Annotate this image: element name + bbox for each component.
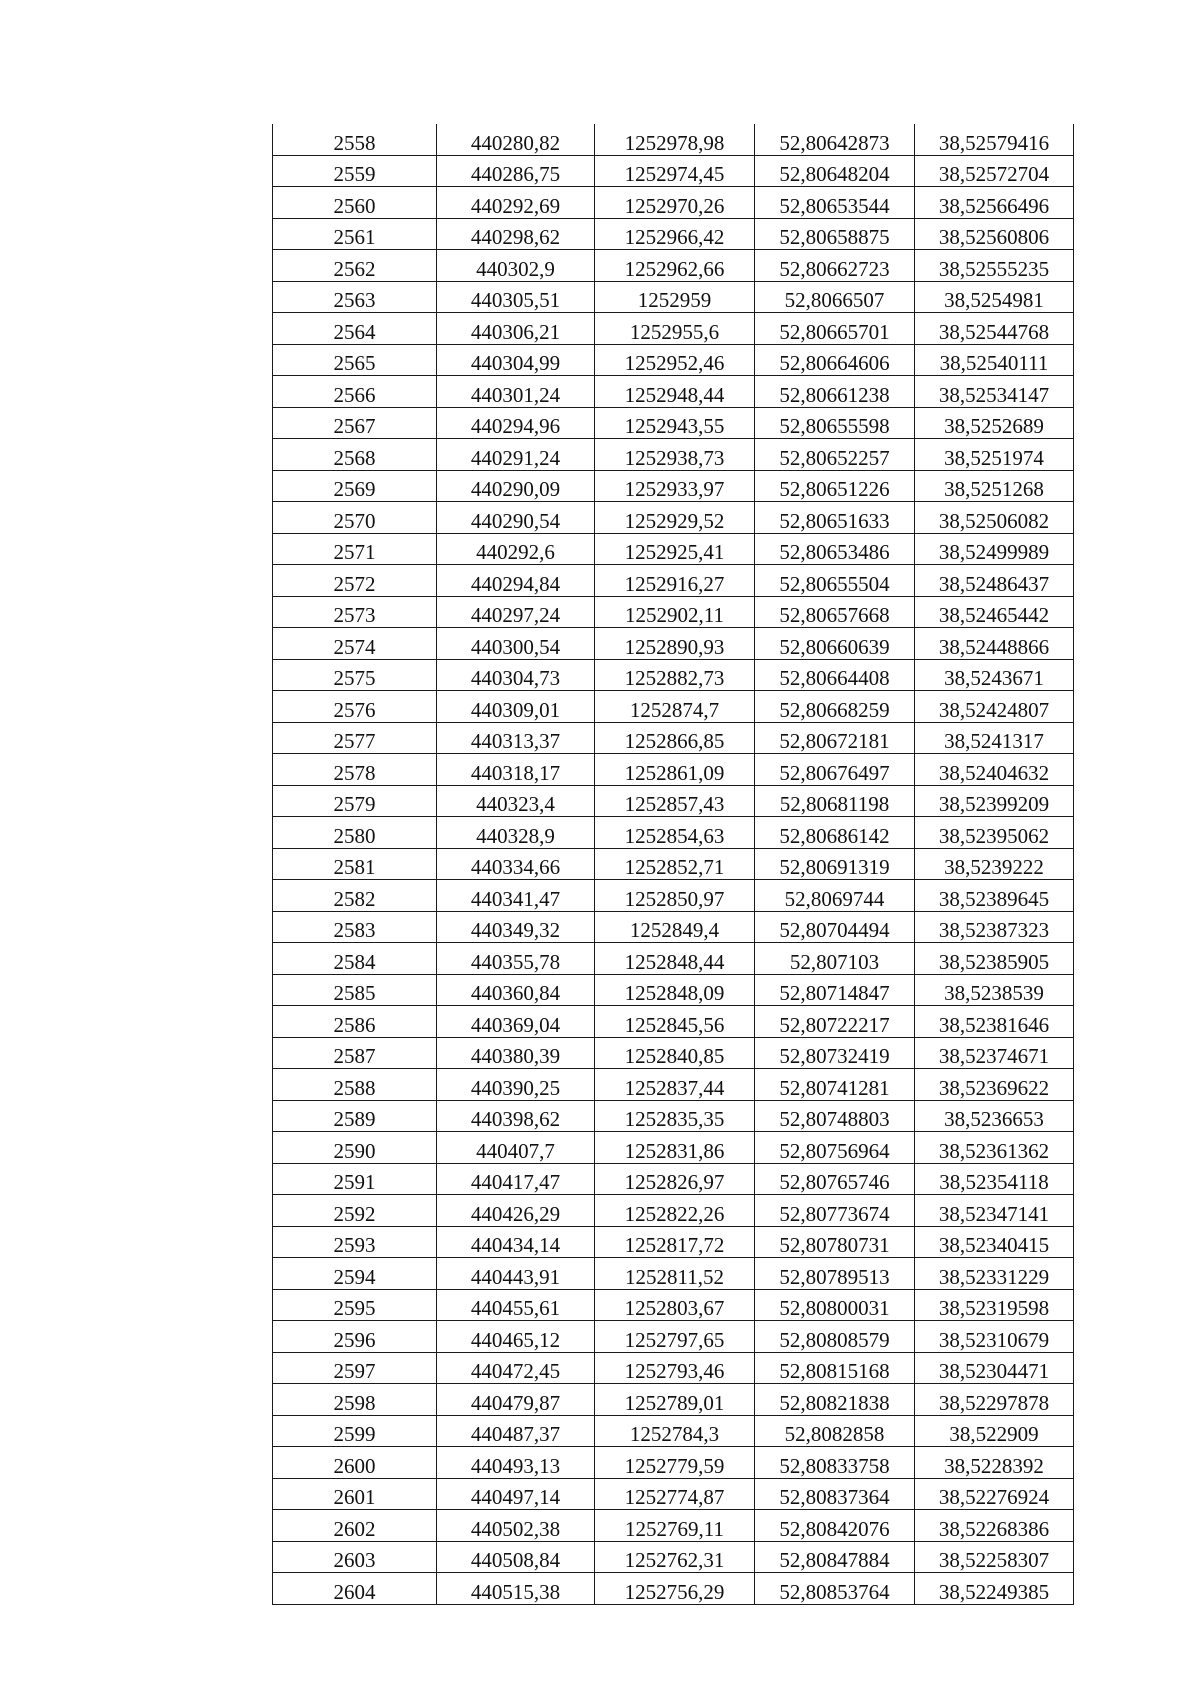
x-coordinate-cell: 440487,37 — [437, 1415, 595, 1447]
latitude-cell: 52,80748803 — [755, 1100, 915, 1132]
point-number-cell: 2600 — [273, 1447, 437, 1479]
y-coordinate-cell: 1252793,46 — [595, 1352, 755, 1384]
y-coordinate-cell: 1252850,97 — [595, 880, 755, 912]
x-coordinate-cell: 440290,09 — [437, 470, 595, 502]
point-number-cell: 2566 — [273, 376, 437, 408]
latitude-cell: 52,80651226 — [755, 470, 915, 502]
table-row — [273, 1415, 1074, 1447]
y-coordinate-cell: 1252929,52 — [595, 502, 755, 534]
longitude-cell: 38,52544768 — [915, 313, 1074, 345]
longitude-cell: 38,52249385 — [915, 1573, 1074, 1605]
table-row — [273, 1384, 1074, 1416]
x-coordinate-cell: 440301,24 — [437, 376, 595, 408]
point-number-cell: 2571 — [273, 533, 437, 565]
longitude-cell: 38,52560806 — [915, 218, 1074, 250]
latitude-cell: 52,80704494 — [755, 911, 915, 943]
longitude-cell: 38,52381646 — [915, 1006, 1074, 1038]
longitude-cell: 38,52424807 — [915, 691, 1074, 723]
x-coordinate-cell: 440300,54 — [437, 628, 595, 660]
longitude-cell: 38,5251974 — [915, 439, 1074, 471]
x-coordinate-cell: 440443,91 — [437, 1258, 595, 1290]
y-coordinate-cell: 1252902,11 — [595, 596, 755, 628]
longitude-cell: 38,52331229 — [915, 1258, 1074, 1290]
y-coordinate-cell: 1252845,56 — [595, 1006, 755, 1038]
table-row — [273, 1352, 1074, 1384]
table-row — [273, 187, 1074, 219]
point-number-cell: 2575 — [273, 659, 437, 691]
latitude-cell: 52,80686142 — [755, 817, 915, 849]
latitude-cell: 52,80653544 — [755, 187, 915, 219]
latitude-cell: 52,80837364 — [755, 1478, 915, 1510]
table-row — [273, 250, 1074, 282]
longitude-cell: 38,5236653 — [915, 1100, 1074, 1132]
latitude-cell: 52,80681198 — [755, 785, 915, 817]
latitude-cell: 52,8066507 — [755, 281, 915, 313]
y-coordinate-cell: 1252826,97 — [595, 1163, 755, 1195]
y-coordinate-cell: 1252916,27 — [595, 565, 755, 597]
point-number-cell: 2599 — [273, 1415, 437, 1447]
point-number-cell: 2591 — [273, 1163, 437, 1195]
y-coordinate-cell: 1252959 — [595, 281, 755, 313]
latitude-cell: 52,80756964 — [755, 1132, 915, 1164]
point-number-cell: 2568 — [273, 439, 437, 471]
x-coordinate-cell: 440297,24 — [437, 596, 595, 628]
table-row — [273, 1069, 1074, 1101]
latitude-cell: 52,80651633 — [755, 502, 915, 534]
longitude-cell: 38,5254981 — [915, 281, 1074, 313]
table-row — [273, 1321, 1074, 1353]
longitude-cell: 38,52572704 — [915, 155, 1074, 187]
point-number-cell: 2594 — [273, 1258, 437, 1290]
table-row — [273, 785, 1074, 817]
table-row — [273, 974, 1074, 1006]
table-row — [273, 1163, 1074, 1195]
latitude-cell: 52,8069744 — [755, 880, 915, 912]
y-coordinate-cell: 1252974,45 — [595, 155, 755, 187]
y-coordinate-cell: 1252948,44 — [595, 376, 755, 408]
y-coordinate-cell: 1252852,71 — [595, 848, 755, 880]
longitude-cell: 38,52499989 — [915, 533, 1074, 565]
longitude-cell: 38,5241317 — [915, 722, 1074, 754]
point-number-cell: 2589 — [273, 1100, 437, 1132]
x-coordinate-cell: 440360,84 — [437, 974, 595, 1006]
x-coordinate-cell: 440398,62 — [437, 1100, 595, 1132]
x-coordinate-cell: 440502,38 — [437, 1510, 595, 1542]
latitude-cell: 52,80665701 — [755, 313, 915, 345]
x-coordinate-cell: 440472,45 — [437, 1352, 595, 1384]
latitude-cell: 52,80765746 — [755, 1163, 915, 1195]
y-coordinate-cell: 1252817,72 — [595, 1226, 755, 1258]
x-coordinate-cell: 440380,39 — [437, 1037, 595, 1069]
table-row — [273, 1447, 1074, 1479]
x-coordinate-cell: 440493,13 — [437, 1447, 595, 1479]
x-coordinate-cell: 440341,47 — [437, 880, 595, 912]
y-coordinate-cell: 1252962,66 — [595, 250, 755, 282]
longitude-cell: 38,52579416 — [915, 124, 1074, 155]
longitude-cell: 38,52555235 — [915, 250, 1074, 282]
latitude-cell: 52,80648204 — [755, 155, 915, 187]
point-number-cell: 2581 — [273, 848, 437, 880]
point-number-cell: 2586 — [273, 1006, 437, 1038]
point-number-cell: 2572 — [273, 565, 437, 597]
longitude-cell: 38,5243671 — [915, 659, 1074, 691]
table-row — [273, 1478, 1074, 1510]
x-coordinate-cell: 440328,9 — [437, 817, 595, 849]
table-row — [273, 1195, 1074, 1227]
x-coordinate-cell: 440497,14 — [437, 1478, 595, 1510]
x-coordinate-cell: 440426,29 — [437, 1195, 595, 1227]
table-row — [273, 1006, 1074, 1038]
table-row — [273, 439, 1074, 471]
table-row — [273, 1541, 1074, 1573]
latitude-cell: 52,80853764 — [755, 1573, 915, 1605]
x-coordinate-cell: 440434,14 — [437, 1226, 595, 1258]
table-row — [273, 313, 1074, 345]
table-row — [273, 691, 1074, 723]
y-coordinate-cell: 1252849,4 — [595, 911, 755, 943]
table-row — [273, 1258, 1074, 1290]
table-row — [273, 911, 1074, 943]
y-coordinate-cell: 1252848,44 — [595, 943, 755, 975]
x-coordinate-cell: 440286,75 — [437, 155, 595, 187]
x-coordinate-cell: 440355,78 — [437, 943, 595, 975]
y-coordinate-cell: 1252857,43 — [595, 785, 755, 817]
x-coordinate-cell: 440294,84 — [437, 565, 595, 597]
point-number-cell: 2578 — [273, 754, 437, 786]
table-row — [273, 1037, 1074, 1069]
table-row — [273, 754, 1074, 786]
x-coordinate-cell: 440294,96 — [437, 407, 595, 439]
x-coordinate-cell: 440455,61 — [437, 1289, 595, 1321]
point-number-cell: 2597 — [273, 1352, 437, 1384]
latitude-cell: 52,80842076 — [755, 1510, 915, 1542]
y-coordinate-cell: 1252835,35 — [595, 1100, 755, 1132]
x-coordinate-cell: 440349,32 — [437, 911, 595, 943]
x-coordinate-cell: 440290,54 — [437, 502, 595, 534]
latitude-cell: 52,80664408 — [755, 659, 915, 691]
latitude-cell: 52,80661238 — [755, 376, 915, 408]
x-coordinate-cell: 440292,69 — [437, 187, 595, 219]
coordinates-table-body — [273, 124, 1074, 1604]
table-row — [273, 628, 1074, 660]
y-coordinate-cell: 1252789,01 — [595, 1384, 755, 1416]
point-number-cell: 2567 — [273, 407, 437, 439]
x-coordinate-cell: 440291,24 — [437, 439, 595, 471]
table-row — [273, 1226, 1074, 1258]
longitude-cell: 38,52347141 — [915, 1195, 1074, 1227]
longitude-cell: 38,522909 — [915, 1415, 1074, 1447]
y-coordinate-cell: 1252803,67 — [595, 1289, 755, 1321]
point-number-cell: 2559 — [273, 155, 437, 187]
latitude-cell: 52,80658875 — [755, 218, 915, 250]
x-coordinate-cell: 440306,21 — [437, 313, 595, 345]
longitude-cell: 38,52319598 — [915, 1289, 1074, 1321]
table-row — [273, 880, 1074, 912]
longitude-cell: 38,52258307 — [915, 1541, 1074, 1573]
longitude-cell: 38,52486437 — [915, 565, 1074, 597]
longitude-cell: 38,52276924 — [915, 1478, 1074, 1510]
point-number-cell: 2580 — [273, 817, 437, 849]
longitude-cell: 38,52310679 — [915, 1321, 1074, 1353]
x-coordinate-cell: 440515,38 — [437, 1573, 595, 1605]
table-row — [273, 848, 1074, 880]
y-coordinate-cell: 1252970,26 — [595, 187, 755, 219]
latitude-cell: 52,8082858 — [755, 1415, 915, 1447]
point-number-cell: 2577 — [273, 722, 437, 754]
x-coordinate-cell: 440298,62 — [437, 218, 595, 250]
point-number-cell: 2570 — [273, 502, 437, 534]
longitude-cell: 38,52404632 — [915, 754, 1074, 786]
latitude-cell: 52,80691319 — [755, 848, 915, 880]
longitude-cell: 38,52448866 — [915, 628, 1074, 660]
latitude-cell: 52,80668259 — [755, 691, 915, 723]
x-coordinate-cell: 440309,01 — [437, 691, 595, 723]
latitude-cell: 52,80833758 — [755, 1447, 915, 1479]
longitude-cell: 38,5228392 — [915, 1447, 1074, 1479]
point-number-cell: 2588 — [273, 1069, 437, 1101]
point-number-cell: 2596 — [273, 1321, 437, 1353]
y-coordinate-cell: 1252933,97 — [595, 470, 755, 502]
point-number-cell: 2585 — [273, 974, 437, 1006]
longitude-cell: 38,52374671 — [915, 1037, 1074, 1069]
table-row — [273, 596, 1074, 628]
longitude-cell: 38,52354118 — [915, 1163, 1074, 1195]
table-row — [273, 533, 1074, 565]
longitude-cell: 38,52385905 — [915, 943, 1074, 975]
y-coordinate-cell: 1252890,93 — [595, 628, 755, 660]
latitude-cell: 52,80662723 — [755, 250, 915, 282]
y-coordinate-cell: 1252874,7 — [595, 691, 755, 723]
point-number-cell: 2584 — [273, 943, 437, 975]
latitude-cell: 52,80780731 — [755, 1226, 915, 1258]
latitude-cell: 52,80660639 — [755, 628, 915, 660]
x-coordinate-cell: 440313,37 — [437, 722, 595, 754]
longitude-cell: 38,5251268 — [915, 470, 1074, 502]
table-row — [273, 344, 1074, 376]
point-number-cell: 2573 — [273, 596, 437, 628]
y-coordinate-cell: 1252811,52 — [595, 1258, 755, 1290]
x-coordinate-cell: 440508,84 — [437, 1541, 595, 1573]
x-coordinate-cell: 440479,87 — [437, 1384, 595, 1416]
x-coordinate-cell: 440280,82 — [437, 124, 595, 155]
point-number-cell: 2590 — [273, 1132, 437, 1164]
point-number-cell: 2595 — [273, 1289, 437, 1321]
y-coordinate-cell: 1252952,46 — [595, 344, 755, 376]
latitude-cell: 52,80741281 — [755, 1069, 915, 1101]
latitude-cell: 52,80714847 — [755, 974, 915, 1006]
x-coordinate-cell: 440323,4 — [437, 785, 595, 817]
latitude-cell: 52,80722217 — [755, 1006, 915, 1038]
latitude-cell: 52,80821838 — [755, 1384, 915, 1416]
longitude-cell: 38,52340415 — [915, 1226, 1074, 1258]
y-coordinate-cell: 1252978,98 — [595, 124, 755, 155]
y-coordinate-cell: 1252762,31 — [595, 1541, 755, 1573]
table-row — [273, 470, 1074, 502]
table-row — [273, 1510, 1074, 1542]
point-number-cell: 2583 — [273, 911, 437, 943]
table-row — [273, 376, 1074, 408]
longitude-cell: 38,52304471 — [915, 1352, 1074, 1384]
y-coordinate-cell: 1252837,44 — [595, 1069, 755, 1101]
latitude-cell: 52,80789513 — [755, 1258, 915, 1290]
longitude-cell: 38,52361362 — [915, 1132, 1074, 1164]
longitude-cell: 38,52566496 — [915, 187, 1074, 219]
y-coordinate-cell: 1252925,41 — [595, 533, 755, 565]
y-coordinate-cell: 1252840,85 — [595, 1037, 755, 1069]
y-coordinate-cell: 1252756,29 — [595, 1573, 755, 1605]
latitude-cell: 52,80652257 — [755, 439, 915, 471]
x-coordinate-cell: 440465,12 — [437, 1321, 595, 1353]
point-number-cell: 2565 — [273, 344, 437, 376]
x-coordinate-cell: 440304,99 — [437, 344, 595, 376]
table-row — [273, 943, 1074, 975]
point-number-cell: 2587 — [273, 1037, 437, 1069]
longitude-cell: 38,52465442 — [915, 596, 1074, 628]
table-row — [273, 659, 1074, 691]
latitude-cell: 52,807103 — [755, 943, 915, 975]
longitude-cell: 38,5238539 — [915, 974, 1074, 1006]
longitude-cell: 38,52268386 — [915, 1510, 1074, 1542]
latitude-cell: 52,80773674 — [755, 1195, 915, 1227]
latitude-cell: 52,80815168 — [755, 1352, 915, 1384]
point-number-cell: 2561 — [273, 218, 437, 250]
longitude-cell: 38,52369622 — [915, 1069, 1074, 1101]
point-number-cell: 2604 — [273, 1573, 437, 1605]
x-coordinate-cell: 440417,47 — [437, 1163, 595, 1195]
y-coordinate-cell: 1252861,09 — [595, 754, 755, 786]
x-coordinate-cell: 440292,6 — [437, 533, 595, 565]
point-number-cell: 2574 — [273, 628, 437, 660]
point-number-cell: 2579 — [273, 785, 437, 817]
latitude-cell: 52,80657668 — [755, 596, 915, 628]
point-number-cell: 2601 — [273, 1478, 437, 1510]
longitude-cell: 38,52387323 — [915, 911, 1074, 943]
y-coordinate-cell: 1252848,09 — [595, 974, 755, 1006]
latitude-cell: 52,80672181 — [755, 722, 915, 754]
point-number-cell: 2562 — [273, 250, 437, 282]
table-row — [273, 1573, 1074, 1605]
longitude-cell: 38,52389645 — [915, 880, 1074, 912]
x-coordinate-cell: 440318,17 — [437, 754, 595, 786]
latitude-cell: 52,80664606 — [755, 344, 915, 376]
x-coordinate-cell: 440369,04 — [437, 1006, 595, 1038]
y-coordinate-cell: 1252966,42 — [595, 218, 755, 250]
y-coordinate-cell: 1252822,26 — [595, 1195, 755, 1227]
latitude-cell: 52,80847884 — [755, 1541, 915, 1573]
x-coordinate-cell: 440302,9 — [437, 250, 595, 282]
longitude-cell: 38,52399209 — [915, 785, 1074, 817]
latitude-cell: 52,80655598 — [755, 407, 915, 439]
x-coordinate-cell: 440334,66 — [437, 848, 595, 880]
table-row — [273, 407, 1074, 439]
y-coordinate-cell: 1252882,73 — [595, 659, 755, 691]
point-number-cell: 2560 — [273, 187, 437, 219]
point-number-cell: 2558 — [273, 124, 437, 155]
y-coordinate-cell: 1252854,63 — [595, 817, 755, 849]
table-row — [273, 155, 1074, 187]
longitude-cell: 38,52540111 — [915, 344, 1074, 376]
y-coordinate-cell: 1252774,87 — [595, 1478, 755, 1510]
table-row — [273, 218, 1074, 250]
latitude-cell: 52,80642873 — [755, 124, 915, 155]
longitude-cell: 38,52297878 — [915, 1384, 1074, 1416]
y-coordinate-cell: 1252955,6 — [595, 313, 755, 345]
table-row — [273, 1289, 1074, 1321]
table-row — [273, 1132, 1074, 1164]
y-coordinate-cell: 1252866,85 — [595, 722, 755, 754]
longitude-cell: 38,5239222 — [915, 848, 1074, 880]
table-row — [273, 817, 1074, 849]
point-number-cell: 2569 — [273, 470, 437, 502]
point-number-cell: 2564 — [273, 313, 437, 345]
point-number-cell: 2602 — [273, 1510, 437, 1542]
latitude-cell: 52,80653486 — [755, 533, 915, 565]
y-coordinate-cell: 1252938,73 — [595, 439, 755, 471]
y-coordinate-cell: 1252831,86 — [595, 1132, 755, 1164]
x-coordinate-cell: 440390,25 — [437, 1069, 595, 1101]
latitude-cell: 52,80808579 — [755, 1321, 915, 1353]
table-row — [273, 124, 1074, 155]
point-number-cell: 2592 — [273, 1195, 437, 1227]
point-number-cell: 2598 — [273, 1384, 437, 1416]
y-coordinate-cell: 1252779,59 — [595, 1447, 755, 1479]
point-number-cell: 2593 — [273, 1226, 437, 1258]
y-coordinate-cell: 1252797,65 — [595, 1321, 755, 1353]
coordinates-table — [272, 124, 1074, 1605]
point-number-cell: 2576 — [273, 691, 437, 723]
longitude-cell: 38,5252689 — [915, 407, 1074, 439]
y-coordinate-cell: 1252769,11 — [595, 1510, 755, 1542]
latitude-cell: 52,80800031 — [755, 1289, 915, 1321]
longitude-cell: 38,52395062 — [915, 817, 1074, 849]
latitude-cell: 52,80732419 — [755, 1037, 915, 1069]
table-row — [273, 502, 1074, 534]
latitude-cell: 52,80655504 — [755, 565, 915, 597]
x-coordinate-cell: 440304,73 — [437, 659, 595, 691]
y-coordinate-cell: 1252784,3 — [595, 1415, 755, 1447]
point-number-cell: 2582 — [273, 880, 437, 912]
x-coordinate-cell: 440407,7 — [437, 1132, 595, 1164]
longitude-cell: 38,52534147 — [915, 376, 1074, 408]
x-coordinate-cell: 440305,51 — [437, 281, 595, 313]
point-number-cell: 2563 — [273, 281, 437, 313]
table-row — [273, 1100, 1074, 1132]
latitude-cell: 52,80676497 — [755, 754, 915, 786]
y-coordinate-cell: 1252943,55 — [595, 407, 755, 439]
table-row — [273, 565, 1074, 597]
longitude-cell: 38,52506082 — [915, 502, 1074, 534]
point-number-cell: 2603 — [273, 1541, 437, 1573]
table-row — [273, 281, 1074, 313]
table-row — [273, 722, 1074, 754]
